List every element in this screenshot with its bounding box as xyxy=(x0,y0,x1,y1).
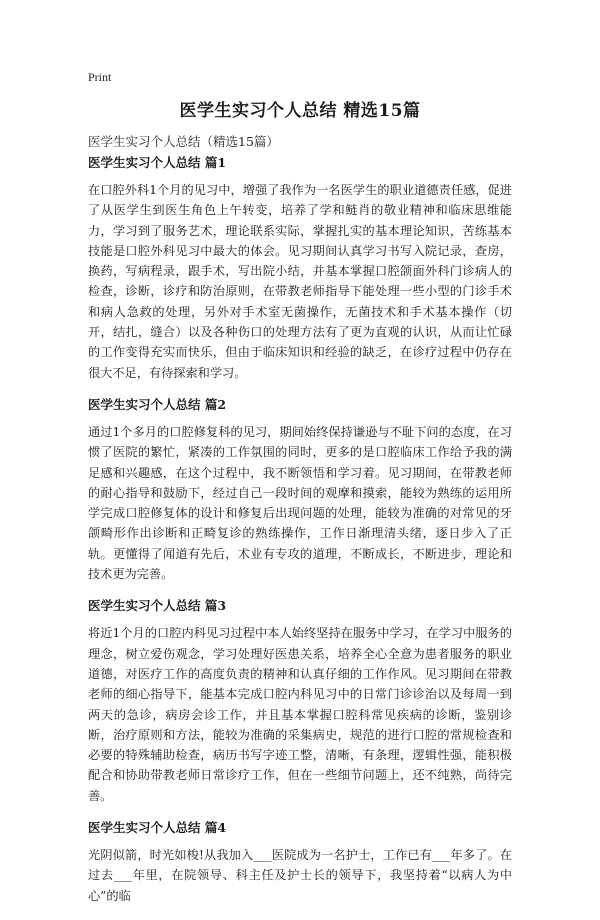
section-title: 医学生实习个人总结 篇4 xyxy=(88,820,227,836)
article-content xyxy=(88,155,512,920)
section-body: 将近1个月的口腔内科见习过程中本人始终坚持在服务中学习，在学习中服务的理念，树立爱伤观念，学习处理好医患关系，培养全心全意为患者服务的职业道德，对医疗工作的高度负责的精神和认真仔细的工作作风。见习期间在带教老师的细心指导下，能基本完成口腔内科见习中的日常门诊诊治以及每周一到两天的急诊，病房会诊工作，并且基本掌握口腔科常见疾病的诊断，鉴别诊断，治疗原则和方法，能较为准确的采集病史，规范的进行口腔的常规检查和必要的特殊辅助检查，病历书写字迹工整，清晰，有条理，逻辑性强，能积极配合和协助带教老师日常诊疗工作，但在一些细节问题上，还不纯熟，尚待完善。 xyxy=(88,626,512,803)
section-title: 医学生实习个人总结 篇2 xyxy=(88,396,227,412)
section-title: 医学生实习个人总结 篇3 xyxy=(88,598,227,614)
page-title: 医学生实习个人总结 精选15篇 xyxy=(179,101,421,121)
section-1 xyxy=(88,155,512,383)
section-title: 医学生实习个人总结 篇1 xyxy=(88,155,227,170)
section-3 xyxy=(88,598,512,806)
section-4 xyxy=(88,820,512,906)
print-link[interactable]: Print xyxy=(88,70,112,84)
section-2 xyxy=(88,397,512,584)
section-body: 光阴似箭，时光如梭!从我加入___医院成为一名护士，工作已有___年多了。在过去___年里，在院领导、科主任及护士长的领导下，我坚持着“以病人为中心”的临 xyxy=(88,848,512,903)
section-body: 通过1个多月的口腔修复科的见习，期间始终保持谦逊与不耻下问的态度，在习惯了医院的繁忙，紧凑的工作氛围的同时，更多的是口腔临床工作给予我的满足感和兴趣感，在这个过程中，我不断领悟和学习着。见习期间，在带教老师的耐心指导和鼓励下，经过自己一段时间的观摩和摸索，能较为熟练的运用所学完成口腔修复体的设计和修复后出现问题的处理，能较为准确的对常见的牙颌畸形作出诊断和正畸复诊的熟练操作，工作日渐理清头绪，逐日步入了正轨。更懂得了闻道有先后，术业有专攻的道理，不断成长，不断进步，理论和技术更为完善。 xyxy=(88,424,512,582)
page-subtitle: 医学生实习个人总结（精选15篇） xyxy=(88,134,279,149)
section-body: 在口腔外科1个月的见习中，增强了我作为一名医学生的职业道德责任感，促进了从医学生到医生角色上午转变，培养了学和鲢肖的敬业精神和临床思维能力，学习到了服务艺术，理论联系实际，掌握扎实的基本理论知识，苦练基本技能是口腔外科见习中最大的体会。见习期间认真学习书写入院记录，查房，换药，写病程录，跟手术，写出院小结，并基本掌握口腔颌面外科门诊病人的检查，诊断，诊疗和防治原则，在带教老师指导下能处理一些小型的门诊手术和病人急救的处理，另外对手术室无菌操作，无菌技术和手术基本操作（切开，结扎，缝合）以及各种伤口的处理方法有了更为直观的认识，从而让忙碌的工作变得充实而快乐，但由于临床知识和经验的缺乏，在诊疗过程中仍存在很大不足，有待探索和学习。 xyxy=(88,183,512,380)
